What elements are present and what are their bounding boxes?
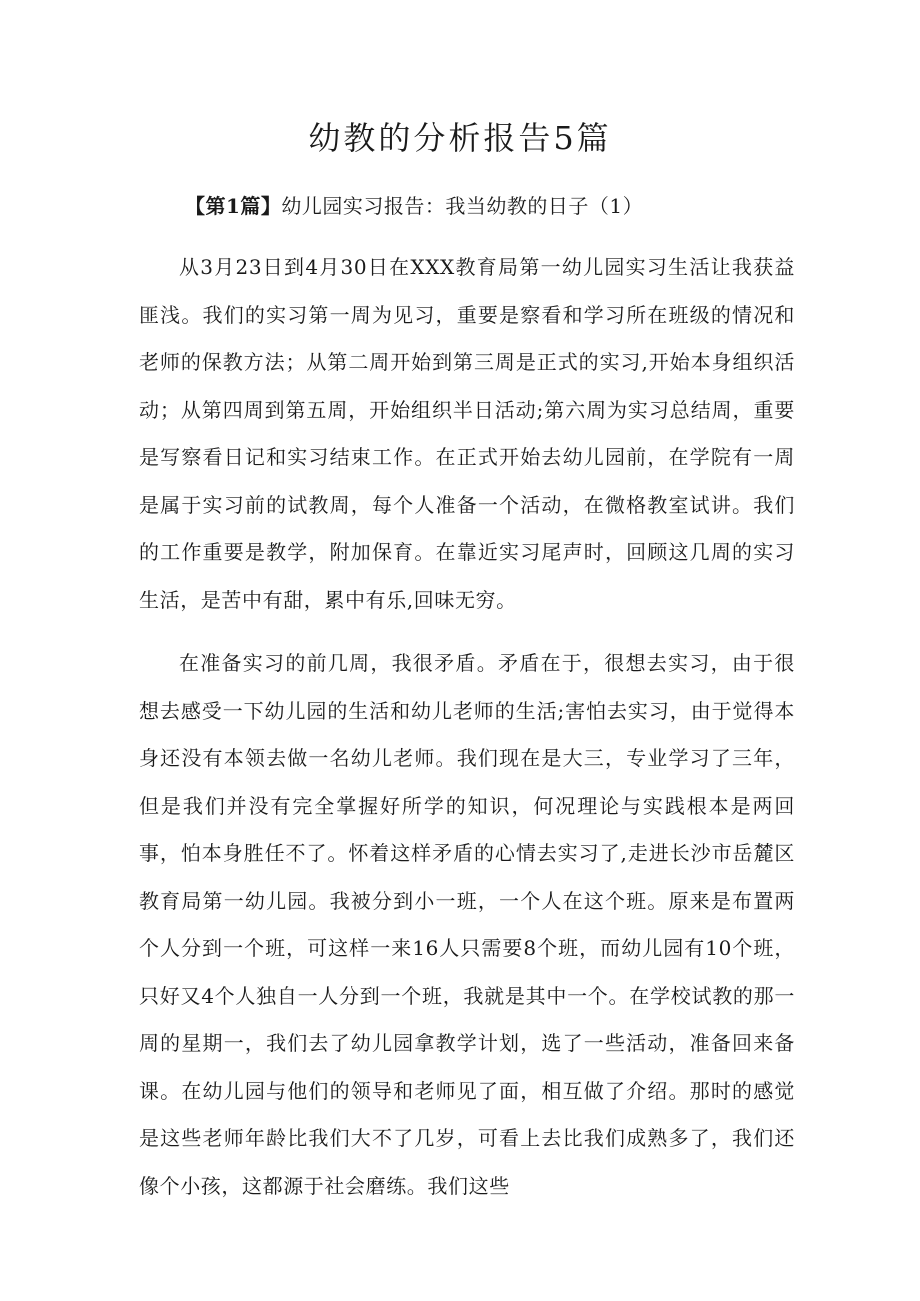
section-heading (185, 186, 643, 226)
document-title: 幼教的分析报告5篇 (308, 119, 612, 157)
section-label: 第1篇 (205, 194, 261, 218)
section-heading-text: 幼儿园实习报告：我当幼教的日子（1） (281, 194, 644, 218)
body-paragraph: 在准备实习的前几周，我很矛盾。矛盾在于，很想去实习，由于很想去感受一下幼儿园的生活和幼儿老师的生活;害怕去实习，由于觉得本身还没有本领去做一名幼儿老师。我们现在是大三，专业学习了三年，但是我们并没有完全掌握好所学的知识，何况理论与实践根本是两回事，怕本身胜任不了。怀着这样矛盾的心情去实习了,走进长沙市岳麓区教育局第一幼儿园。我被分到小一班，一个人在这个班。原来是布置两个人分到一个班，可这样一来16人只需要8个班，而幼儿园有10个班，只好又4个人独自一人分到一个班，我就是其中一个。在学校试教的那一周的星期一，我们去了幼儿园拿教学计划，选了一些活动，准备回来备课。在幼儿园与他们的领导和老师见了面，相互做了介绍。那时的感觉是这些老师年龄比我们大不了几岁，可看上去比我们成熟多了，我们还像个小孩，这都源于社会磨练。我们这些 (139, 651, 795, 1198)
body-paragraph: 从3月23日到4月30日在XXX教育局第一幼儿园实习生活让我获益匪浅。我们的实习第一周为见习，重要是察看和学习所在班级的情况和老师的保教方法；从第二周开始到第三周是正式的实习,开始本身组织活动；从第四周到第五周，开始组织半日活动;第六周为实习总结周，重要是写察看日记和实习结束工作。在正式开始去幼儿园前，在学院有一周是属于实习前的试教周，每个人准备一个活动，在微格教室试讲。我们的工作重要是教学，附加保育。在靠近实习尾声时，回顾这几周的实习生活，是苦中有甜，累中有乐,回味无穷。 (139, 255, 795, 612)
section-close-bracket: 】 (260, 194, 282, 218)
section-open-bracket: 【 (185, 194, 206, 218)
